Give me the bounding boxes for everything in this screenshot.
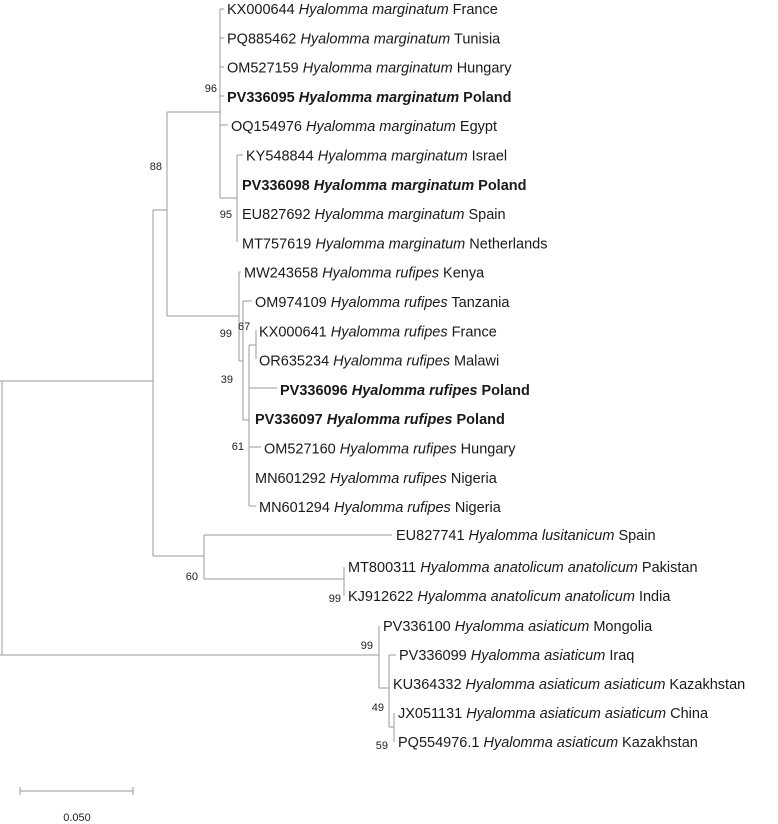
tip-label: [242, 207, 506, 223]
tip-label: [244, 266, 485, 282]
tip-country: Tanzania: [447, 295, 510, 311]
tip-country: Iraq: [605, 648, 635, 664]
tip-species: Hyalomma asiaticum: [450, 619, 590, 635]
tip-accession: PV336098: [242, 177, 310, 194]
tip-label: [255, 471, 498, 487]
tip-label: [259, 354, 499, 370]
tip-species: Hyalomma marginatum: [298, 60, 453, 77]
tip-species: Hyalomma marginatum: [294, 89, 460, 106]
bootstrap-value: 99: [219, 328, 232, 340]
tip-accession: EU827741: [396, 528, 465, 544]
bootstrap-value: 88: [149, 161, 162, 173]
tip-country: Poland: [477, 382, 530, 399]
tip-accession: KX000641: [259, 324, 327, 341]
tip-country: China: [666, 706, 709, 722]
tip-label: [398, 706, 709, 722]
tip-species: Hyalomma rufipes: [335, 441, 457, 458]
tip-label: [396, 528, 656, 544]
bootstrap-value: 61: [231, 441, 244, 453]
tip-label: [264, 442, 516, 458]
tip-country: Tunisia: [450, 31, 501, 48]
bootstrap-value: 60: [185, 571, 198, 583]
tip-country: Mongolia: [589, 619, 653, 635]
tip-label: [227, 90, 512, 106]
tip-accession: KJ912622: [348, 589, 414, 605]
scale-bar: [20, 787, 133, 824]
tip-label: [246, 149, 507, 165]
tip-label: [393, 677, 745, 693]
tip-label: [255, 295, 510, 311]
tip-country: Netherlands: [465, 236, 548, 253]
tip-country: Kazakhstan: [665, 677, 746, 693]
tip-country: Nigeria: [446, 470, 497, 487]
tip-accession: PV336099: [399, 648, 467, 664]
tip-species: Hyalomma asiaticum: [479, 735, 619, 751]
tip-label: [399, 648, 634, 664]
tip-country: France: [447, 324, 497, 341]
tip-species: Hyalomma rufipes: [329, 353, 451, 370]
tip-accession: MN601292: [255, 470, 326, 487]
tip-label: [259, 324, 497, 340]
tip-accession: OM527159: [227, 60, 299, 77]
tip-label: [227, 61, 512, 77]
tip-species: Hyalomma marginatum: [301, 119, 456, 136]
tip-country: France: [448, 2, 498, 18]
tip-species: Hyalomma rufipes: [325, 470, 447, 487]
tip-country: Nigeria: [450, 500, 501, 517]
tip-accession: MW243658: [244, 265, 319, 282]
tip-accession: MN601294: [259, 500, 330, 517]
tip-accession: KU364332: [393, 677, 462, 693]
tip-label: [259, 500, 502, 516]
tip-species: Hyalomma asiaticum asiaticum: [462, 706, 667, 722]
scale-bar-label: 0.050: [63, 812, 91, 824]
bootstrap-value: 67: [238, 321, 251, 333]
tip-accession: OM974109: [255, 295, 327, 311]
tip-species: Hyalomma rufipes: [322, 412, 453, 429]
tip-accession: EU827692: [242, 207, 311, 224]
tip-species: Hyalomma anatolicum anatolicum: [413, 589, 635, 605]
tip-label: [227, 2, 498, 18]
tip-species: Hyalomma marginatum: [296, 31, 451, 48]
tip-accession: PV336096: [280, 382, 348, 399]
bootstrap-value: 99: [328, 593, 341, 605]
tip-accession: OR635234: [259, 353, 330, 370]
tip-label: [227, 31, 501, 47]
tip-species: Hyalomma marginatum: [309, 177, 475, 194]
tip-country: Spain: [614, 528, 656, 544]
tip-species: Hyalomma asiaticum: [466, 648, 606, 664]
tip-label: [348, 560, 698, 576]
bootstrap-value: 49: [371, 702, 384, 714]
tip-labels: [227, 2, 745, 751]
tip-country: Hungary: [452, 60, 512, 77]
tip-accession: PQ554976.1: [398, 735, 480, 751]
tip-label: [383, 619, 653, 635]
tip-label: [231, 119, 497, 135]
bootstrap-value: 59: [375, 740, 388, 752]
tip-species: Hyalomma rufipes: [326, 295, 448, 311]
tip-country: Spain: [464, 207, 506, 224]
tip-accession: PV336095: [227, 89, 295, 106]
tip-label: [280, 383, 530, 399]
tip-country: Hungary: [456, 441, 516, 458]
tip-label: [348, 589, 671, 605]
tip-label: [242, 236, 547, 252]
bootstrap-value: 95: [219, 209, 232, 221]
tip-country: Kazakhstan: [618, 735, 698, 751]
tip-accession: PV336100: [383, 619, 451, 635]
tip-country: Poland: [452, 412, 505, 429]
tip-label: [398, 735, 698, 751]
bootstrap-value: 96: [204, 83, 217, 95]
tip-species: Hyalomma lusitanicum: [464, 528, 615, 544]
tip-country: Egypt: [455, 119, 497, 136]
tip-species: Hyalomma marginatum: [294, 2, 449, 18]
tip-species: Hyalomma asiaticum asiaticum: [461, 677, 666, 693]
tip-species: Hyalomma marginatum: [310, 207, 465, 224]
tip-species: Hyalomma rufipes: [329, 500, 451, 517]
tip-label: [255, 412, 505, 428]
tip-species: Hyalomma marginatum: [311, 236, 466, 253]
tip-accession: MT800311: [348, 560, 417, 576]
tip-country: Pakistan: [637, 560, 698, 576]
tip-accession: PV336097: [255, 412, 323, 429]
tip-accession: MT757619: [242, 236, 312, 253]
tip-accession: KX000644: [227, 2, 295, 18]
tip-species: Hyalomma marginatum: [313, 148, 468, 165]
bootstrap-value: 39: [220, 374, 233, 386]
tip-accession: JX051131: [398, 706, 463, 722]
tip-label: [242, 178, 527, 194]
tip-species: Hyalomma rufipes: [347, 382, 478, 399]
tip-accession: PQ885462: [227, 31, 297, 48]
tip-country: Kenya: [439, 265, 485, 282]
bootstrap-value: 99: [360, 640, 373, 652]
tip-accession: KY548844: [246, 148, 314, 165]
tip-species: Hyalomma anatolicum anatolicum: [416, 560, 638, 576]
tip-country: Poland: [474, 177, 527, 194]
tip-accession: OM527160: [264, 441, 336, 458]
tip-accession: OQ154976: [231, 119, 302, 136]
tip-country: Malawi: [450, 353, 500, 370]
tip-country: Israel: [467, 148, 508, 165]
tip-species: Hyalomma rufipes: [318, 265, 440, 282]
tip-species: Hyalomma rufipes: [326, 324, 448, 341]
tip-country: Poland: [459, 89, 512, 106]
tip-country: India: [634, 589, 671, 605]
